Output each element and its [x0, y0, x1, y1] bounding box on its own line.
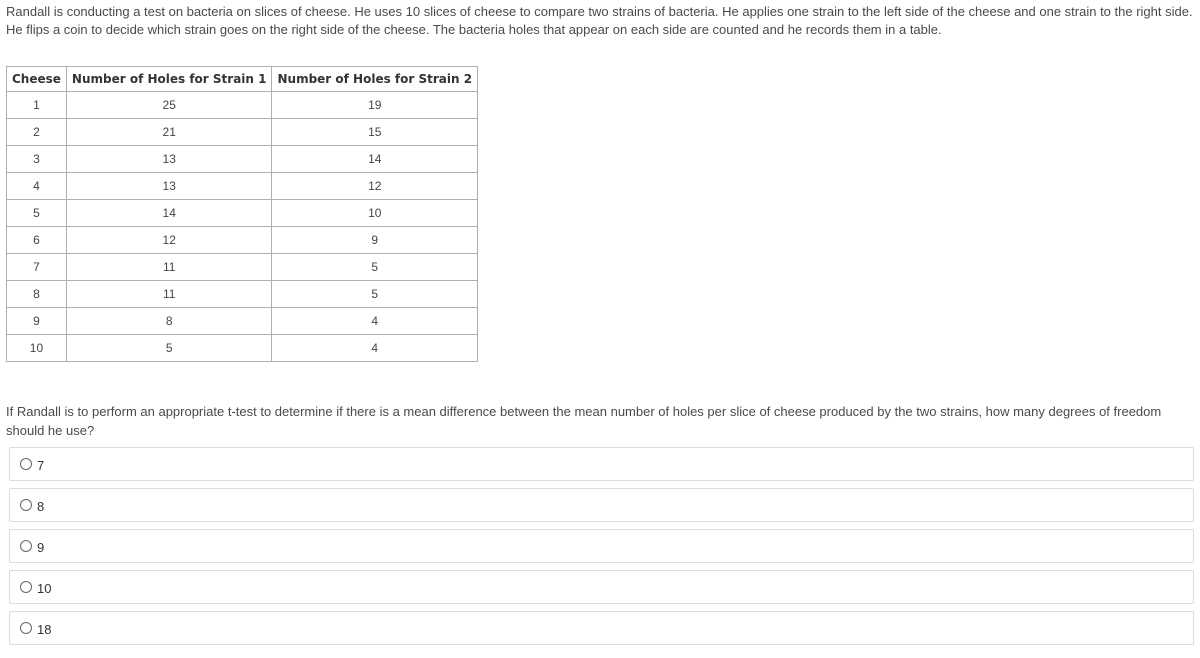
- answer-option-10[interactable]: [9, 570, 1194, 604]
- table-row: [7, 254, 478, 281]
- answer-option-label: 10: [37, 580, 52, 596]
- column-header-cheese: Cheese: [7, 67, 67, 92]
- strain-2-cell: 5: [272, 254, 478, 281]
- strain-1-cell: 11: [66, 281, 272, 308]
- table-row: [7, 335, 478, 362]
- cheese-cell: 5: [7, 200, 67, 227]
- table-row: [7, 308, 478, 335]
- answer-option-label: 7: [37, 457, 45, 473]
- strain-1-cell: 5: [66, 335, 272, 362]
- problem-intro-text: Randall is conducting a test on bacteria on slices of cheese. He uses 10 slices of cheese to compare two strains of bacteria. He applies one strain to the left side of the cheese and one strain to the right side. He flips a coin to decide which strain goes on the right side of the cheese. The bacteria holes that appear on each side are counted and he records them in a table.: [6, 4, 1193, 37]
- cheese-cell: 6: [7, 227, 67, 254]
- answer-options: [9, 447, 1194, 652]
- answer-option-label: 18: [37, 621, 52, 637]
- cheese-cell: 8: [7, 281, 67, 308]
- cheese-cell: 2: [7, 119, 67, 146]
- strain-2-cell: 10: [272, 200, 478, 227]
- table-row: [7, 227, 478, 254]
- cheese-cell: 10: [7, 335, 67, 362]
- strain-1-cell: 21: [66, 119, 272, 146]
- table-header-row: [7, 67, 478, 92]
- strain-1-cell: 14: [66, 200, 272, 227]
- strain-2-cell: 4: [272, 335, 478, 362]
- answer-option-7[interactable]: [9, 447, 1194, 481]
- strain-1-cell: 13: [66, 173, 272, 200]
- strain-2-cell: 12: [272, 173, 478, 200]
- radio-button-icon[interactable]: [20, 622, 32, 634]
- strain-2-cell: 4: [272, 308, 478, 335]
- radio-button-icon[interactable]: [20, 458, 32, 470]
- column-header-strain-1: Number of Holes for Strain 1: [66, 67, 272, 92]
- strain-2-cell: 19: [272, 92, 478, 119]
- strain-2-cell: 15: [272, 119, 478, 146]
- cheese-cell: 1: [7, 92, 67, 119]
- data-table: [6, 66, 478, 362]
- answer-option-8[interactable]: [9, 488, 1194, 522]
- cheese-cell: 3: [7, 146, 67, 173]
- strain-1-cell: 12: [66, 227, 272, 254]
- table-row: [7, 200, 478, 227]
- question-text: If Randall is to perform an appropriate t-test to determine if there is a mean difference between the mean number of holes per slice of cheese produced by the two strains, how many degrees of freedom should he use?: [6, 404, 1162, 438]
- answer-option-18[interactable]: [9, 611, 1194, 645]
- strain-1-cell: 8: [66, 308, 272, 335]
- radio-button-icon[interactable]: [20, 540, 32, 552]
- table-row: [7, 119, 478, 146]
- strain-1-cell: 25: [66, 92, 272, 119]
- strain-2-cell: 9: [272, 227, 478, 254]
- cheese-cell: 7: [7, 254, 67, 281]
- cheese-cell: 4: [7, 173, 67, 200]
- column-header-strain-2: Number of Holes for Strain 2: [272, 67, 478, 92]
- radio-button-icon[interactable]: [20, 499, 32, 511]
- answer-option-label: 8: [37, 498, 45, 514]
- cheese-cell: 9: [7, 308, 67, 335]
- strain-1-cell: 13: [66, 146, 272, 173]
- strain-2-cell: 5: [272, 281, 478, 308]
- radio-button-icon[interactable]: [20, 581, 32, 593]
- strain-1-cell: 11: [66, 254, 272, 281]
- table-row: [7, 173, 478, 200]
- table-row: [7, 146, 478, 173]
- table-row: [7, 92, 478, 119]
- answer-option-9[interactable]: [9, 529, 1194, 563]
- answer-option-label: 9: [37, 539, 45, 555]
- table-row: [7, 281, 478, 308]
- strain-2-cell: 14: [272, 146, 478, 173]
